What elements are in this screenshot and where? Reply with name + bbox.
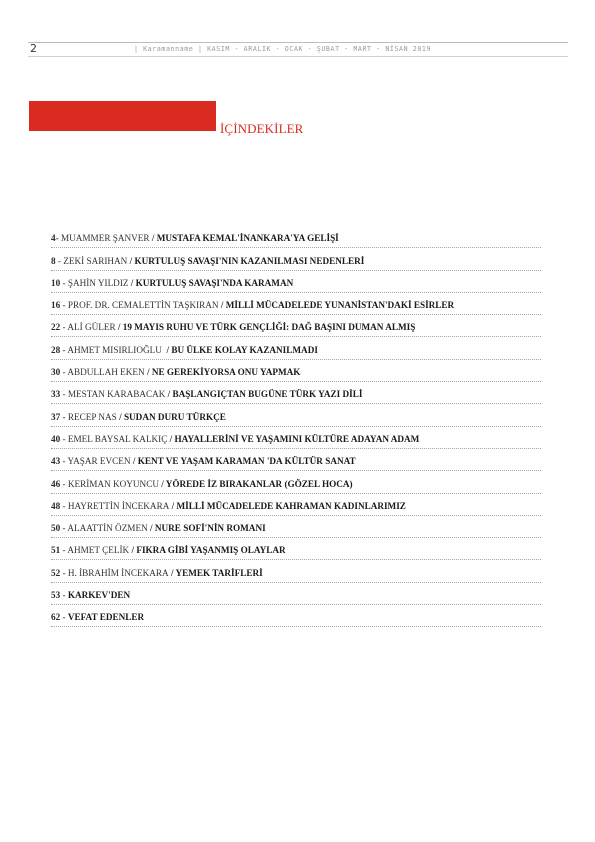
toc-author-separator: /: [116, 411, 124, 422]
toc-page-number: 48: [51, 500, 61, 511]
toc-author: YAŞAR EVCEN: [67, 456, 131, 467]
toc-entry[interactable]: [51, 560, 541, 582]
toc-number-separator: -: [60, 590, 68, 601]
toc-article-title: VEFAT EDENLER: [67, 612, 145, 623]
toc-number-separator: -: [60, 277, 68, 288]
toc-author-separator: /: [128, 277, 136, 288]
toc-entry[interactable]: [51, 538, 541, 560]
toc-entry-text: [51, 412, 226, 422]
toc-author: ZEKİ SARIHAN: [63, 255, 128, 266]
toc-number-separator: -: [60, 567, 68, 578]
toc-article-title: 19 MAYIS RUHU VE TÜRK GENÇLİĞİ: DAĞ BAŞINI DUMAN ALMIŞ: [122, 322, 416, 333]
toc-article-title: FIKRA GİBİ YAŞANMIŞ OLAYLAR: [136, 545, 286, 556]
toc-author-separator: /: [158, 478, 166, 489]
toc-page-number: 10: [51, 277, 61, 288]
toc-article-title: NURE SOFİ'NİN ROMANI: [154, 523, 266, 534]
toc-author-separator: /: [129, 545, 137, 556]
toc-author: ALAATTİN ÖZMEN: [67, 523, 148, 534]
toc-author: KERİMAN KOYUNCU: [67, 478, 159, 489]
toc-entry-text: [51, 501, 406, 511]
toc-entry[interactable]: [51, 449, 541, 471]
toc-number-separator: -: [60, 500, 68, 511]
toc-number-separator: -: [60, 344, 68, 355]
toc-page-number: 22: [51, 322, 61, 333]
toc-page-number: 8: [51, 255, 56, 266]
toc-author: MUAMMER ŞANVER: [60, 233, 150, 244]
toc-author-separator: /: [130, 456, 138, 467]
toc-article-title: MİLLİ MÜCADELEDE YUNANİSTAN'DAKİ ESİRLER: [225, 300, 455, 311]
toc-page-number: 40: [51, 433, 61, 444]
toc-article-title: BU ÜLKE KOLAY KAZANILMADI: [171, 344, 318, 355]
toc-entry-text: [51, 233, 339, 243]
toc-entry-text: [51, 479, 353, 489]
toc-page-number: 43: [51, 456, 61, 467]
toc-number-separator: -: [60, 433, 68, 444]
toc-page-number: 28: [51, 344, 61, 355]
toc-entry-text: [51, 434, 419, 444]
toc-entry-text: [51, 367, 300, 377]
toc-page-number: 51: [51, 545, 61, 556]
toc-page-number: 53: [51, 590, 61, 601]
toc-entry[interactable]: [51, 271, 541, 293]
toc-entry-text: [51, 568, 263, 578]
toc-entry[interactable]: [51, 360, 541, 382]
toc-author-separator: /: [167, 433, 175, 444]
toc-author: EMEL BAYSAL KALKIÇ: [67, 433, 168, 444]
toc-number-separator: -: [60, 612, 68, 623]
toc-entry[interactable]: [51, 427, 541, 449]
toc-entry[interactable]: [51, 293, 541, 315]
toc-number-separator: -: [55, 255, 64, 266]
page-title: İÇİNDEKİLER: [220, 121, 304, 136]
toc-page-number: 52: [51, 567, 61, 578]
toc-entry-text: [51, 590, 130, 600]
toc-author-separator: /: [147, 523, 155, 534]
toc-author: ABDULLAH EKEN: [67, 367, 145, 378]
toc-entry[interactable]: [51, 226, 541, 248]
table-of-contents: [51, 226, 541, 627]
toc-author-separator: /: [169, 500, 177, 511]
toc-author: H. İBRAHİM İNCEKARA: [67, 567, 169, 578]
toc-page-number: 37: [51, 411, 61, 422]
toc-entry[interactable]: [51, 382, 541, 404]
toc-author-separator: /: [161, 344, 172, 355]
toc-author: ALİ GÜLER: [67, 322, 116, 333]
toc-author-separator: /: [127, 255, 135, 266]
toc-author-separator: /: [115, 322, 123, 333]
toc-article-title: KURTULUŞ SAVAŞI'NDA KARAMAN: [135, 277, 294, 288]
toc-number-separator: -: [60, 545, 68, 556]
toc-entry[interactable]: [51, 605, 541, 627]
toc-page-number: 4: [51, 233, 56, 244]
toc-article-title: YÖREDE İZ BIRAKANLAR (GÖZEL HOCA): [165, 478, 353, 489]
toc-entry-text: [51, 523, 266, 533]
toc-article-title: KARKEV'DEN: [67, 590, 131, 601]
toc-author: AHMET ÇELİK: [67, 545, 130, 556]
toc-page-number: 33: [51, 389, 61, 400]
toc-entry-text: [51, 456, 356, 466]
toc-number-separator: -: [60, 411, 68, 422]
toc-number-separator: -: [60, 456, 68, 467]
toc-entry-text: [51, 256, 364, 266]
toc-entry[interactable]: [51, 248, 541, 270]
toc-author: AHMET MISIRLIOĞLU: [67, 344, 162, 355]
toc-article-title: HAYALLERİNİ VE YAŞAMINI KÜLTÜRE ADAYAN ADAM: [174, 433, 420, 444]
toc-author: ŞAHİN YILDIZ: [67, 277, 129, 288]
toc-entry-text: [51, 612, 144, 622]
toc-article-title: KENT VE YAŞAM KARAMAN 'DA KÜLTÜR SANAT: [137, 456, 356, 467]
page-number: 2: [30, 42, 37, 55]
toc-page-number: 30: [51, 367, 61, 378]
toc-entry[interactable]: [51, 315, 541, 337]
running-title: | Karamanname | KASIM - ARALIK - OCAK - ŞUBAT - MART - NİSAN 2019: [134, 45, 432, 53]
toc-article-title: YEMEK TARİFLERİ: [175, 567, 263, 578]
toc-entry[interactable]: [51, 404, 541, 426]
toc-entry[interactable]: [51, 516, 541, 538]
toc-entry[interactable]: [51, 337, 541, 359]
toc-entry-text: [51, 545, 286, 555]
toc-entry[interactable]: [51, 583, 541, 605]
toc-author-separator: /: [144, 367, 152, 378]
toc-number-separator: -: [60, 367, 68, 378]
toc-author-separator: /: [165, 389, 173, 400]
toc-author-separator: /: [149, 233, 157, 244]
toc-article-title: MUSTAFA KEMAL'İNANKARA'YA GELİŞİ: [156, 233, 339, 244]
toc-author: MESTAN KARABACAK: [67, 389, 166, 400]
header-rule-top: [28, 42, 568, 43]
toc-number-separator: -: [60, 389, 68, 400]
toc-entry-text: [51, 345, 318, 355]
toc-page-number: 62: [51, 612, 61, 623]
running-header: [28, 40, 568, 56]
header-rule-bottom: [28, 56, 568, 57]
toc-article-title: BAŞLANGIÇTAN BUGÜNE TÜRK YAZI DİLİ: [172, 389, 363, 400]
toc-page-number: 16: [51, 300, 61, 311]
toc-entry-text: [51, 300, 454, 310]
toc-entry-text: [51, 389, 362, 399]
toc-number-separator: -: [60, 523, 68, 534]
toc-article-title: NE GEREKİYORSA ONU YAPMAK: [151, 367, 301, 378]
toc-entry-text: [51, 278, 293, 288]
toc-entry-text: [51, 322, 415, 332]
toc-number-separator: -: [60, 478, 68, 489]
toc-page-number: 46: [51, 478, 61, 489]
toc-entry[interactable]: [51, 494, 541, 516]
toc-author: HAYRETTİN İNCEKARA: [67, 500, 170, 511]
toc-author-separator: /: [168, 567, 176, 578]
toc-number-separator: -: [60, 300, 68, 311]
toc-article-title: KURTULUŞ SAVAŞI'NIN KAZANILMASI NEDENLERİ: [134, 255, 365, 266]
toc-number-separator: -: [60, 322, 68, 333]
toc-article-title: SUDAN DURU TÜRKÇE: [123, 411, 226, 422]
toc-author: PROF. DR. CEMALETTİN TAŞKIRAN: [67, 300, 219, 311]
toc-author: RECEP NAS: [67, 411, 117, 422]
toc-page-number: 50: [51, 523, 61, 534]
toc-article-title: MİLLİ MÜCADELEDE KAHRAMAN KADINLARIMIZ: [176, 500, 406, 511]
toc-entry[interactable]: [51, 471, 541, 493]
title-accent-bar: [29, 101, 216, 131]
toc-number-separator: -: [55, 233, 61, 244]
toc-author-separator: /: [218, 300, 226, 311]
